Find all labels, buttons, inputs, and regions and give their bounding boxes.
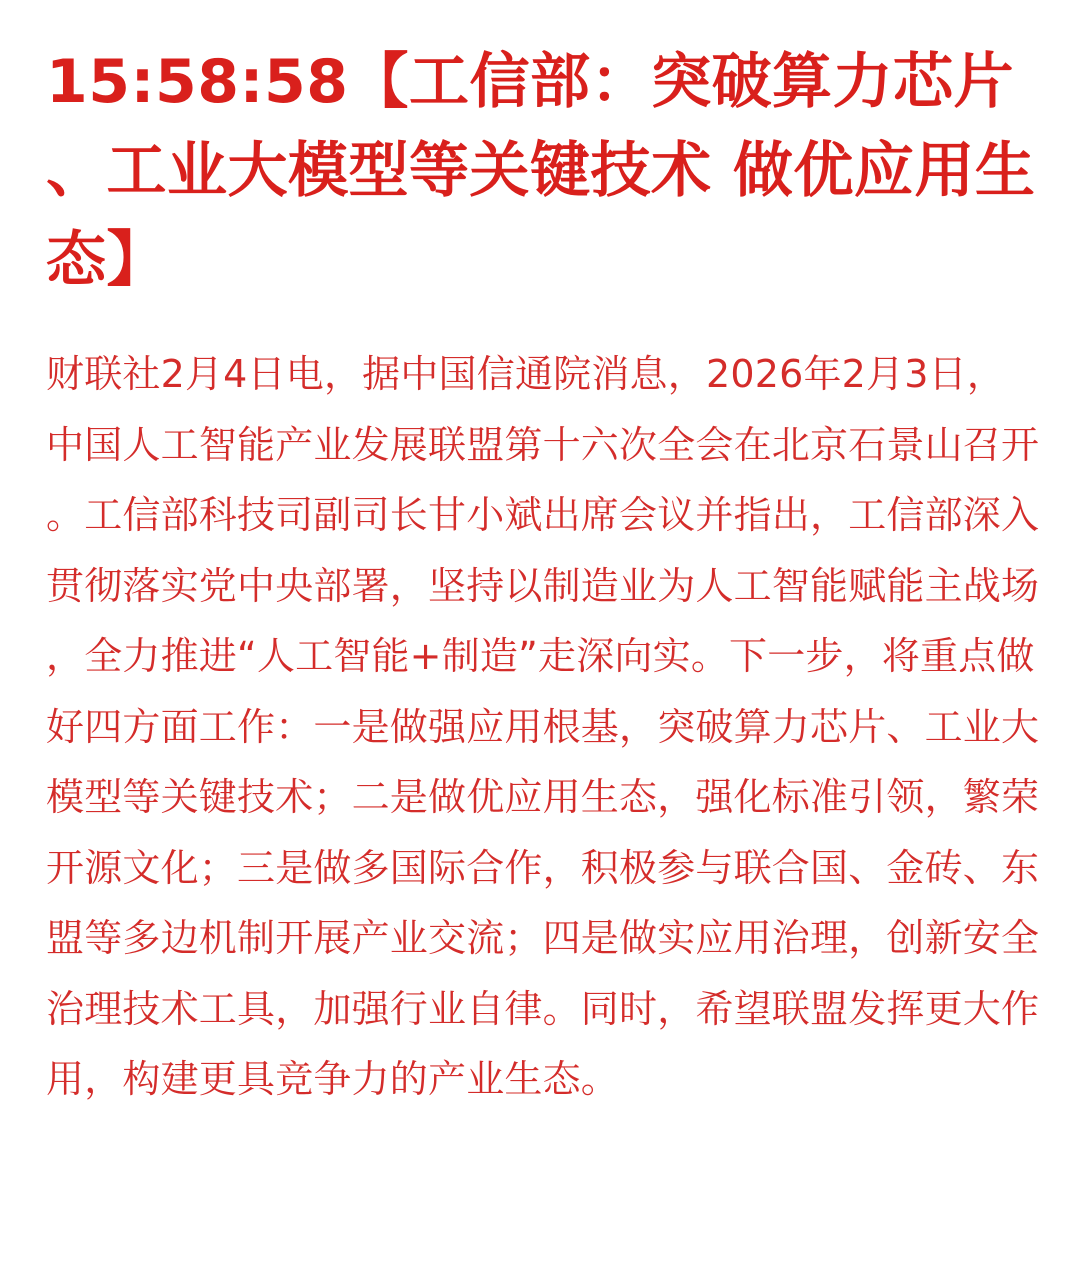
article-body: 财联社2月4日电，据中国信通院消息，2026年2月3日，中国人工智能产业发展联盟第十六次全会在北京石景山召开。工信部科技司副司长甘小斌出席会议并指出，工信部深入贯彻落实党中央部署，坚持以制造业为人工智能赋能主战场，全力推进“人工智能+制造”走深向实。下一步，将重点做好四方面工作：一是做强应用根基，突破算力芯片、工业大模型等关键技术；二是做优应用生态，强化标准引领，繁荣开源文化；三是做多国际合作，积极参与联合国、金砖、东盟等多边机制开展产业交流；四是做实应用治理，创新安全治理技术工具，加强行业自律。同时，希望联盟发挥更大作用，构建更具竞争力的产业生态。 — [46, 352, 1040, 1101]
headline: 15:58:58【工信部：突破算力芯片、工业大模型等关键技术 做优应用生态】 — [46, 47, 1036, 295]
